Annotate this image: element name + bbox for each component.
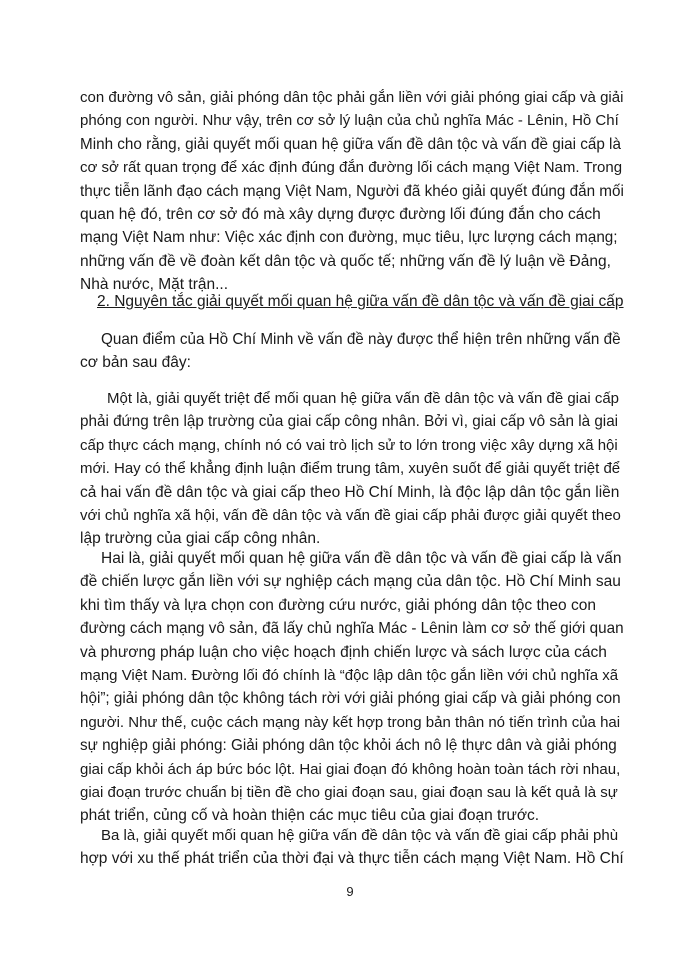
text-line: Minh cho rằng, giải quyết mối quan hệ giữa vấn đề dân tộc và vấn đề giai cấp là <box>80 135 621 153</box>
paragraph-point-two <box>80 547 625 828</box>
section-heading: 2. Nguyên tắc giải quyết mối quan hệ giữa vấn đề dân tộc và vấn đề giai cấp <box>97 293 624 310</box>
text-line: cấp thực cách mạng, chính nó có vai trò lịch sử to lớn trong việc xây dựng xã hội <box>80 436 618 454</box>
text-line: phát triển, củng cố và hoàn thiện các mục tiêu của giai đoạn trước. <box>80 807 540 825</box>
text-line: và phương pháp luận cho việc hoạch định chiến lược và sách lược của cách <box>80 643 607 661</box>
text-line: mới. Hay có thể khẳng định luận điểm trung tâm, xuyên suốt để giải quyết triệt để <box>80 460 621 478</box>
text-line: hợp với xu thế phát triển của thời đại và thực tiễn cách mạng Việt Nam. Hồ Chí <box>80 850 624 868</box>
text-line: Hai là, giải quyết mối quan hệ giữa vấn đề dân tộc và vấn đề giai cấp là vấn <box>101 550 622 567</box>
text-line: cơ sở rất quan trọng để xác định đúng đắn đường lối cách mạng Việt Nam. Trong <box>80 159 623 177</box>
page-number: 9 <box>346 884 354 899</box>
paragraph-overview <box>80 328 625 375</box>
text-line: lập trường của giai cấp công nhân. <box>80 530 321 548</box>
text-line: sự nghiệp giải phóng: Giải phóng dân tộc khỏi ách nô lệ thực dân và giải phóng <box>80 737 617 755</box>
text-line: thực tiễn lãnh đạo cách mạng Việt Nam, Người đã khéo giải quyết đúng đắn mối <box>80 182 624 200</box>
text-line: người. Như thế, cuộc cách mạng này kết hợp trong bản thân nó tiến trình của hai <box>80 713 621 731</box>
text-line: với chủ nghĩa xã hội, vấn đề dân tộc và vấn đề giai cấp phải được giải quyết theo <box>80 507 621 525</box>
text-line: Ba là, giải quyết mối quan hệ giữa vấn đề dân tộc và vấn đề giai cấp phải phù <box>101 827 619 844</box>
text-line: mạng Việt Nam. Đường lối đó chính là “độc lập dân tộc gắn liền với chủ nghĩa xã <box>80 667 619 685</box>
paragraph-point-one <box>80 387 625 551</box>
text-line: đường cách mạng vô sản, đã lấy chủ nghĩa Mác - Lênin làm cơ sở thế giới quan <box>80 620 624 638</box>
text-line: khi tìm thấy và lựa chọn con đường cứu nước, giải phóng dân tộc theo con <box>80 596 596 614</box>
text-line: cả hai vấn đề dân tộc và giai cấp theo Hồ Chí Minh, là độc lập dân tộc gắn liền <box>80 483 620 501</box>
text-line: quan hệ đó, trên cơ sở đó mà xây dựng được đường lối đúng đắn cho cách <box>80 206 601 224</box>
text-line: giai cấp khỏi ách áp bức bóc lột. Hai giai đoạn đó không hoàn toàn tách rời nhau, <box>80 760 621 778</box>
text-line: mạng Việt Nam như: Việc xác định con đường, mục tiêu, lực lượng cách mạng; <box>80 229 618 247</box>
paragraph-intro-continuation <box>80 86 625 297</box>
paragraph-point-three <box>80 824 625 871</box>
text-line: Nhà nước, Mặt trận... <box>80 276 229 294</box>
text-line: hội”; giải phóng dân tộc không tách rời với giải phóng giai cấp và giải phóng con <box>80 690 621 708</box>
text-line: những vấn đề về đoàn kết dân tộc và quốc tế; những vấn đề lý luận về Đảng, <box>80 252 611 270</box>
text-line: Quan điểm của Hồ Chí Minh về vấn đề này được thể hiện trên những vấn đề <box>101 331 621 348</box>
text-line: phải đứng trên lập trường của giai cấp công nhân. Bởi vì, giai cấp vô sản là giai <box>80 413 619 431</box>
text-line: Một là, giải quyết triệt để mối quan hệ giữa vấn đề dân tộc và vấn đề giai cấp <box>107 390 620 407</box>
text-line: phóng con người. Như vậy, trên cơ sở lý luận của chủ nghĩa Mác - Lênin, Hồ Chí <box>80 112 619 130</box>
text-line: cơ bản sau đây: <box>80 354 191 372</box>
text-line: con đường vô sản, giải phóng dân tộc phải gắn liền với giải phóng giai cấp và giải <box>80 89 624 106</box>
text-line: giai đoạn trước chuẩn bị tiền đề cho giai đoạn sau, giai đoạn sau là kết quả là sự <box>80 784 618 802</box>
text-line: đề chiến lược gắn liền với sự nghiệp cách mạng của dân tộc. Hồ Chí Minh sau <box>80 573 621 591</box>
